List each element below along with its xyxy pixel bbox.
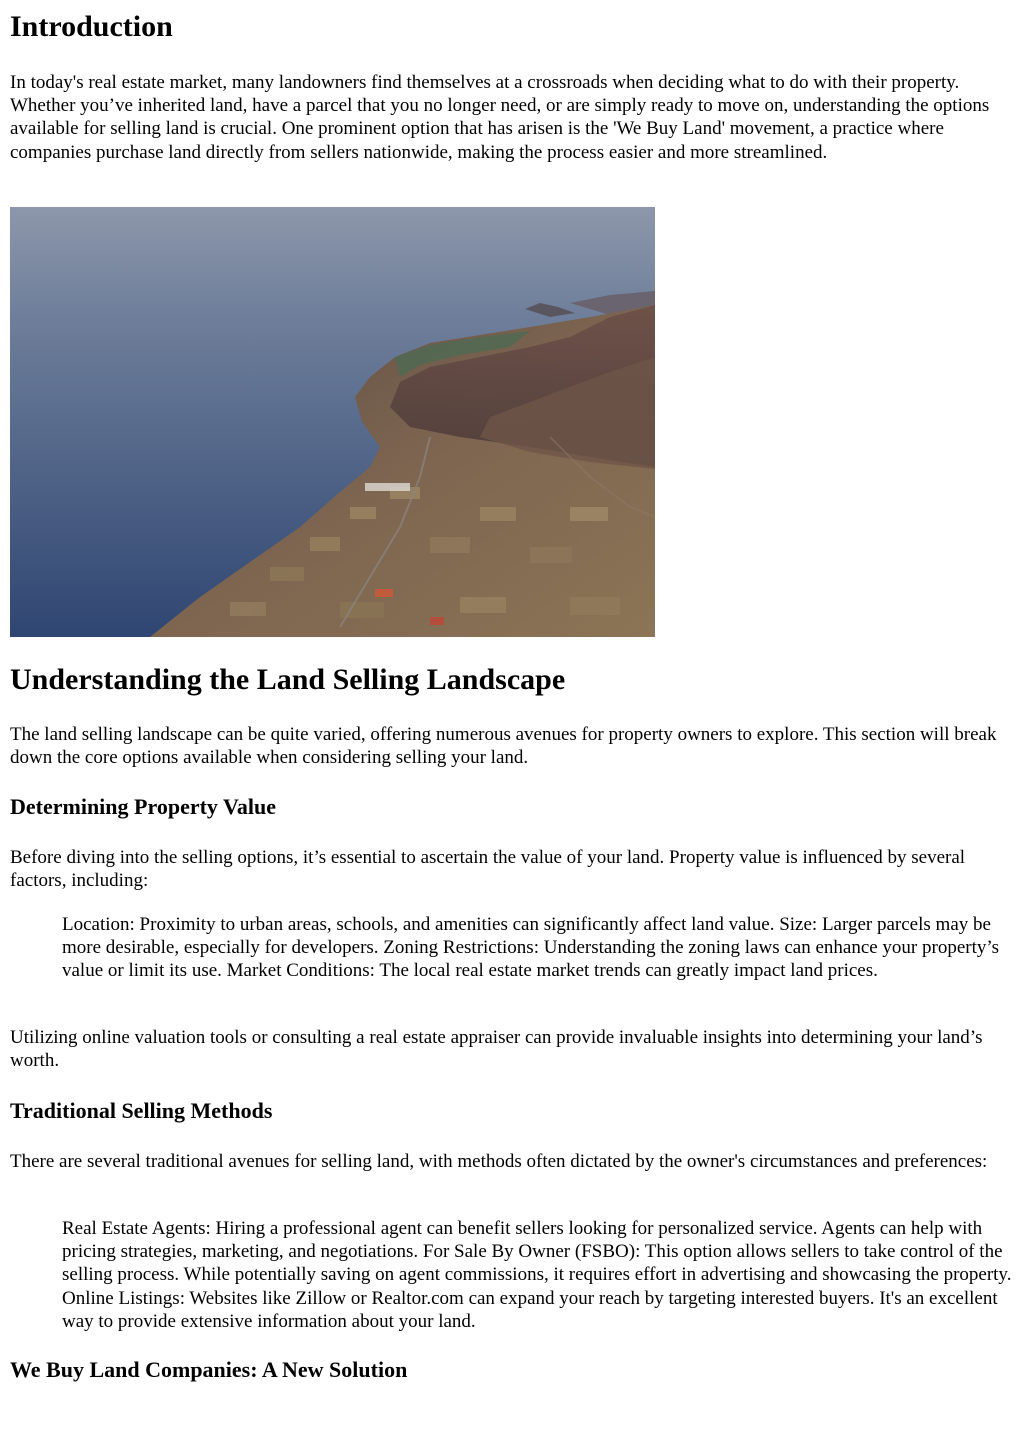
- value-factors-quote: Location: Proximity to urban areas, schools, and amenities can significantly affect land value. Size: Larger parcels may be more desirable, especially for developers. Zoning Restrictions: Understanding the zoning laws can enhance your property’s value or limit its use. Market Conditions: The local real estate market trends can greatly impact land prices.: [62, 914, 1000, 982]
- traditional-methods-quote: Real Estate Agents: Hiring a professional agent can benefit sellers looking for personalized service. Agents can help with pricing strategies, marketing, and negotiations. For Sale By Owner (FSBO): This option allows sellers to take control of the selling process. While potentially saving on agent commissions, it requires effort in advertising and showcasing the property. Online Listings: Websites like Zillow or Realtor.com can expand your reach by targeting interested buyers. It's an excellent way to provide extensive information about your land.: [62, 1218, 1012, 1332]
- landscape-heading: Understanding the Land Selling Landscape: [10, 663, 566, 696]
- value-heading: Determining Property Value: [10, 794, 277, 819]
- aerial-coastline-photo: [10, 207, 655, 637]
- value-paragraph: Before diving into the selling options, it’s essential to ascertain the value of your land. Property value is influenced by several factors, including:: [10, 847, 966, 892]
- intro-paragraph: In today's real estate market, many landowners find themselves at a crossroads when deciding what to do with their property. Whether you’ve inherited land, have a parcel that you no longer need, or are simply ready to move on, understanding the options available for selling land is crucial. One prominent option that has arisen is the 'We Buy Land' movement, a practice where companies purchase land directly from sellers nationwide, making the process easier and more streamlined.: [10, 72, 990, 163]
- intro-heading: Introduction: [10, 10, 173, 43]
- value-followup-paragraph: Utilizing online valuation tools or consulting a real estate appraiser can provide invaluable insights into determining your land’s worth.: [10, 1027, 983, 1072]
- webuy-heading: We Buy Land Companies: A New Solution: [10, 1357, 408, 1382]
- traditional-paragraph: There are several traditional avenues for selling land, with methods often dictated by the owner's circumstances and preferences:: [10, 1151, 988, 1172]
- landscape-paragraph: The land selling landscape can be quite varied, offering numerous avenues for property owners to explore. This section will break down the core options available when considering selling your land.: [10, 724, 997, 769]
- aerial-coastline-icon: [10, 207, 655, 637]
- traditional-heading: Traditional Selling Methods: [10, 1098, 273, 1123]
